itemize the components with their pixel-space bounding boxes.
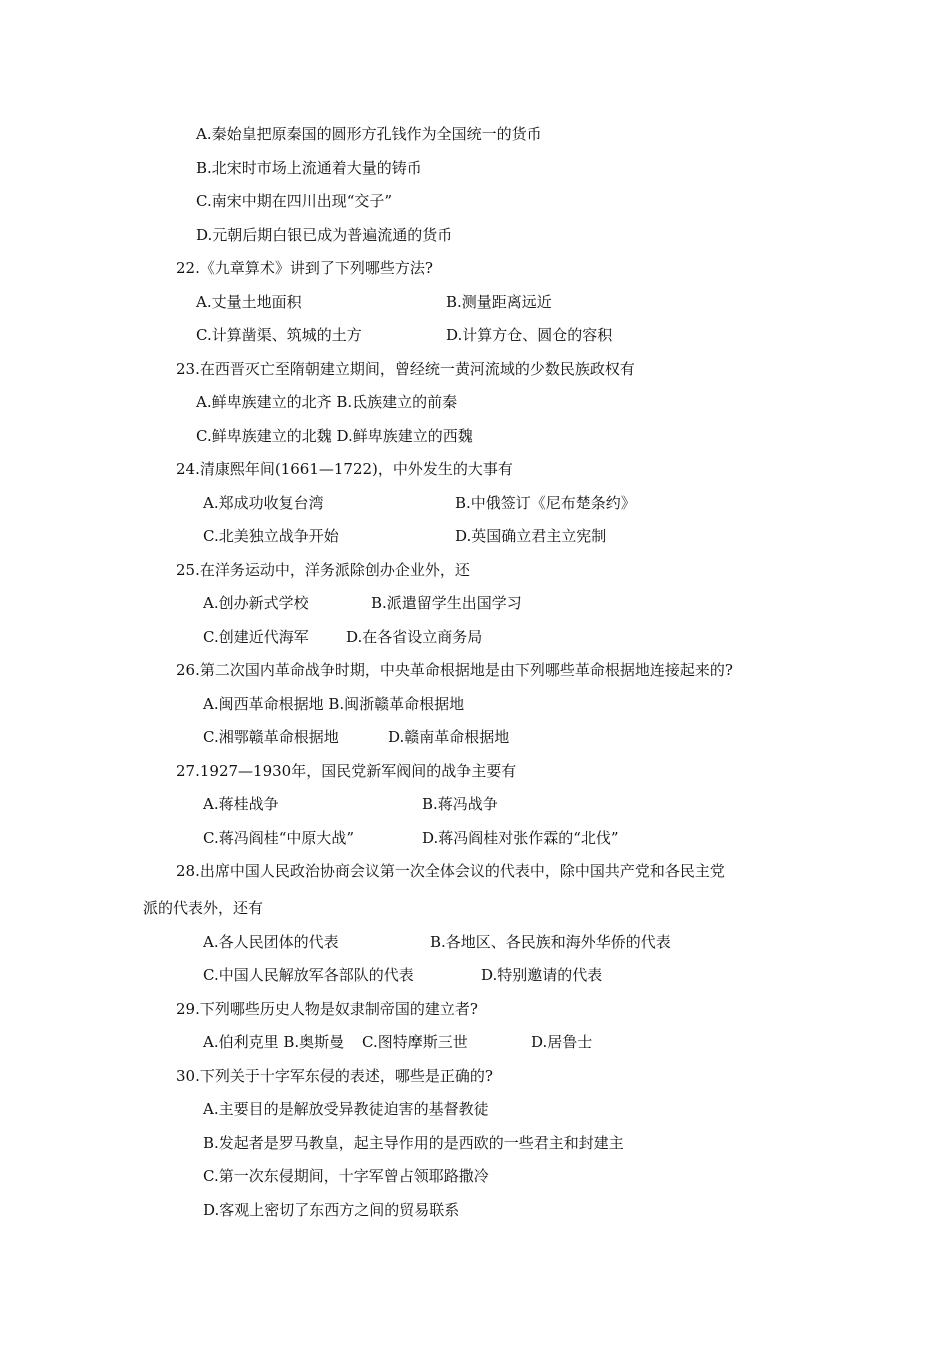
q27-stem: 27.1927—1930年，国民党新军阀间的战争主要有: [176, 762, 517, 780]
q28-option-b: B.各地区、各民族和海外华侨的代表: [430, 933, 671, 951]
q21-option-b: B.北宋时市场上流通着大量的铸币: [196, 159, 422, 177]
q28-stem-line-1: 28.出席中国人民政治协商会议第一次全体会议的代表中，除中国共产党和各民主党: [176, 862, 725, 880]
q28-stem-line-2: 派的代表外，还有: [143, 899, 264, 917]
q29-options-ab: A.伯利克里 B.奥斯曼: [203, 1033, 345, 1051]
q21-option-a: A.秦始皇把原秦国的圆形方孔钱作为全国统一的货币: [196, 125, 542, 143]
q28-option-a: A.各人民团体的代表: [203, 933, 339, 951]
q27-option-a: A.蒋桂战争: [203, 795, 279, 813]
q30-option-b: B.发起者是罗马教皇，起主导作用的是西欧的一些君主和封建主: [203, 1134, 624, 1152]
q30-option-a: A.主要目的是解放受异教徒迫害的基督教徒: [203, 1100, 489, 1118]
q25-stem: 25.在洋务运动中，洋务派除创办企业外，还: [176, 561, 470, 579]
q24-option-b: B.中俄签订《尼布楚条约》: [455, 494, 636, 512]
q30-option-c: C.第一次东侵期间，十字军曾占领耶路撒冷: [203, 1167, 489, 1185]
q27-option-b: B.蒋冯战争: [422, 795, 498, 813]
q24-option-c: C.北美独立战争开始: [203, 527, 339, 545]
q26-option-c: C.湘鄂赣革命根据地: [203, 728, 339, 746]
q25-option-c: C.创建近代海军: [203, 628, 309, 646]
q27-option-c: C.蒋冯阎桂“中原大战”: [203, 829, 355, 847]
q21-option-c: C.南宋中期在四川出现“交子”: [196, 192, 393, 210]
q30-stem: 30.下列关于十字军东侵的表述，哪些是正确的?: [176, 1067, 493, 1085]
q25-option-d: D.在各省设立商务局: [346, 628, 483, 646]
q22-option-b: B.测量距离远近: [446, 293, 552, 311]
q22-stem: 22.《九章算术》讲到了下列哪些方法?: [176, 259, 433, 277]
q26-options-ab: A.闽西革命根据地 B.闽浙赣革命根据地: [203, 695, 465, 713]
q29-stem: 29.下列哪些历史人物是奴隶制帝国的建立者?: [176, 1000, 478, 1018]
q24-option-d: D.英国确立君主立宪制: [455, 527, 607, 545]
q23-options-cd: C.鲜卑族建立的北魏 D.鲜卑族建立的西魏: [196, 427, 473, 445]
q28-option-c: C.中国人民解放军各部队的代表: [203, 966, 414, 984]
q21-option-d: D.元朝后期白银已成为普遍流通的货币: [196, 226, 453, 244]
q25-option-b: B.派遣留学生出国学习: [371, 594, 522, 612]
q26-option-d: D.赣南革命根据地: [388, 728, 510, 746]
q22-option-c: C.计算凿渠、筑城的土方: [196, 326, 362, 344]
q24-stem: 24.清康熙年间(1661—1722)，中外发生的大事有: [176, 460, 513, 478]
q28-option-d: D.特别邀请的代表: [481, 966, 603, 984]
q23-options-ab: A.鲜卑族建立的北齐 B.氐族建立的前秦: [196, 393, 458, 411]
q22-option-a: A.丈量土地面积: [196, 293, 302, 311]
q22-option-d: D.计算方仓、圆仓的容积: [446, 326, 613, 344]
q29-option-c: C.图特摩斯三世: [362, 1033, 468, 1051]
q26-stem: 26.第二次国内革命战争时期，中央革命根据地是由下列哪些革命根据地连接起来的?: [176, 661, 733, 679]
q27-option-d: D.蒋冯阎桂对张作霖的“北伐”: [422, 829, 619, 847]
q30-option-d: D.客观上密切了东西方之间的贸易联系: [203, 1201, 460, 1219]
q24-option-a: A.郑成功收复台湾: [203, 494, 324, 512]
q25-option-a: A.创办新式学校: [203, 594, 309, 612]
q23-stem: 23.在西晋灭亡至隋朝建立期间，曾经统一黄河流域的少数民族政权有: [176, 360, 635, 378]
q29-option-d: D.居鲁士: [531, 1033, 593, 1051]
